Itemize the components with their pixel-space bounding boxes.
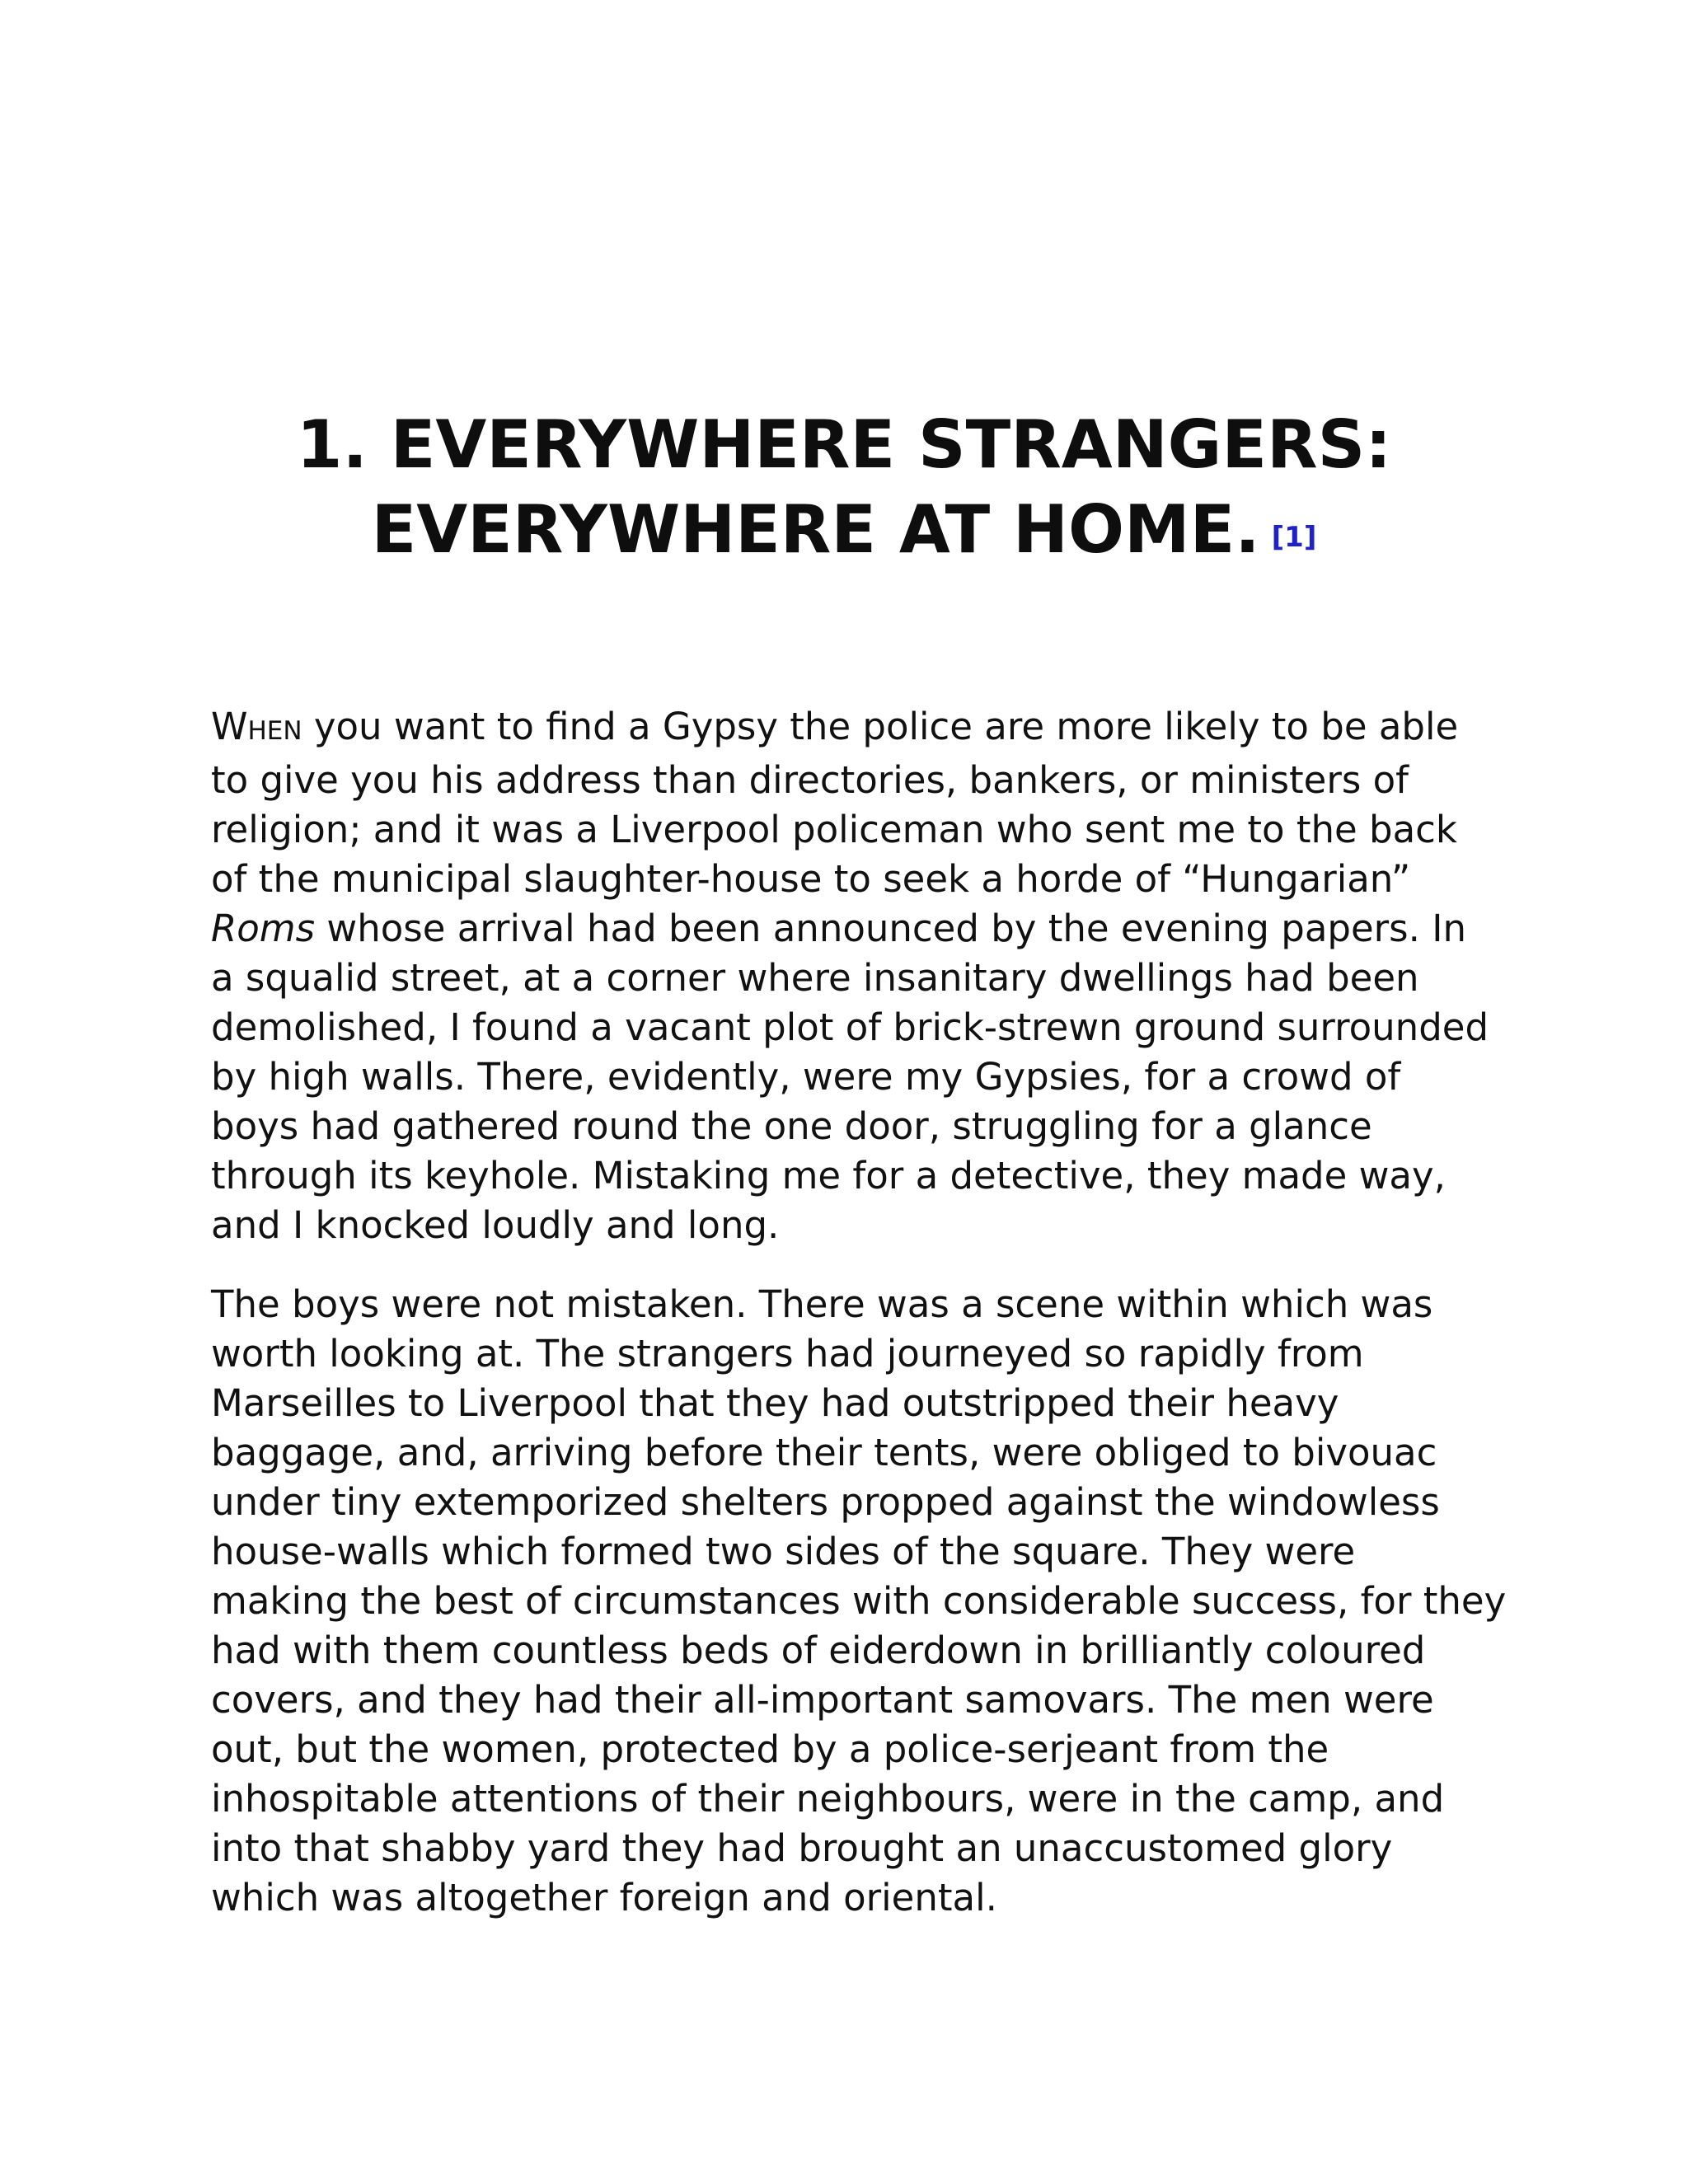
text-line: Marseilles to Liverpool that they had outstripped their heavy	[211, 1381, 1339, 1425]
text-line: baggage, and, arriving before their tents, were obliged to bivouac	[211, 1431, 1437, 1474]
chapter-title-line-2	[0, 487, 1688, 572]
footnote-link[interactable]: [1]	[1271, 521, 1317, 554]
dropword-rest: HEN	[247, 716, 302, 746]
text-line: and I knocked loudly and long.	[211, 1203, 780, 1247]
chapter-title-line-1: 1. EVERYWHERE STRANGERS:	[296, 406, 1392, 483]
text-line: The boys were not mistaken. There was a scene within which was	[211, 1282, 1433, 1326]
text-line: religion; and it was a Liverpool policeman who sent me to the back	[211, 808, 1457, 851]
line-text: whose arrival had been announced by the evening papers. In	[315, 907, 1467, 950]
text-line: a squalid street, at a corner where insanitary dwellings had been	[211, 956, 1419, 1000]
text-line: through its keyhole. Mistaking me for a detective, they made way,	[211, 1154, 1446, 1197]
italic-word: Roms	[211, 907, 316, 950]
chapter-body	[211, 702, 1688, 1923]
line-text: you want to find a Gypsy the police are more likely to be able	[302, 705, 1459, 748]
chapter-title	[0, 402, 1688, 572]
text-line: of the municipal slaughter-house to seek a horde of “Hungarian”	[211, 857, 1411, 901]
text-line: to give you his address than directories, bankers, or ministers of	[211, 758, 1409, 802]
text-line: worth looking at. The strangers had journeyed so rapidly from	[211, 1332, 1364, 1376]
chapter-title-line-2-text: EVERYWHERE AT HOME.	[371, 491, 1260, 568]
paragraph-1	[211, 702, 1688, 1250]
text-line: covers, and they had their all-important samovars. The men were	[211, 1678, 1434, 1722]
text-line	[211, 702, 1688, 756]
text-line: making the best of circumstances with considerable success, for they	[211, 1579, 1507, 1623]
text-line: demolished, I found a vacant plot of brick-strewn ground surrounded	[211, 1005, 1489, 1049]
text-line: by high walls. There, evidently, were my Gypsies, for a crowd of	[211, 1055, 1401, 1099]
text-line: which was altogether foreign and oriental.	[211, 1876, 997, 1919]
paragraph-2	[211, 1280, 1688, 1923]
text-line: had with them countless beds of eiderdown in brilliantly coloured	[211, 1629, 1426, 1672]
text-line	[211, 904, 1688, 954]
text-line: under tiny extemporized shelters propped against the windowless	[211, 1480, 1440, 1524]
text-line: boys had gathered round the one door, struggling for a glance	[211, 1104, 1372, 1148]
text-line: out, but the women, protected by a police-serjeant from the	[211, 1727, 1329, 1771]
text-line: into that shabby yard they had brought an unaccustomed glory	[211, 1826, 1393, 1870]
text-line: inhospitable attentions of their neighbours, were in the camp, and	[211, 1777, 1445, 1821]
dropword-initial: W	[211, 705, 248, 748]
text-line: house-walls which formed two sides of the square. They were	[211, 1530, 1356, 1573]
